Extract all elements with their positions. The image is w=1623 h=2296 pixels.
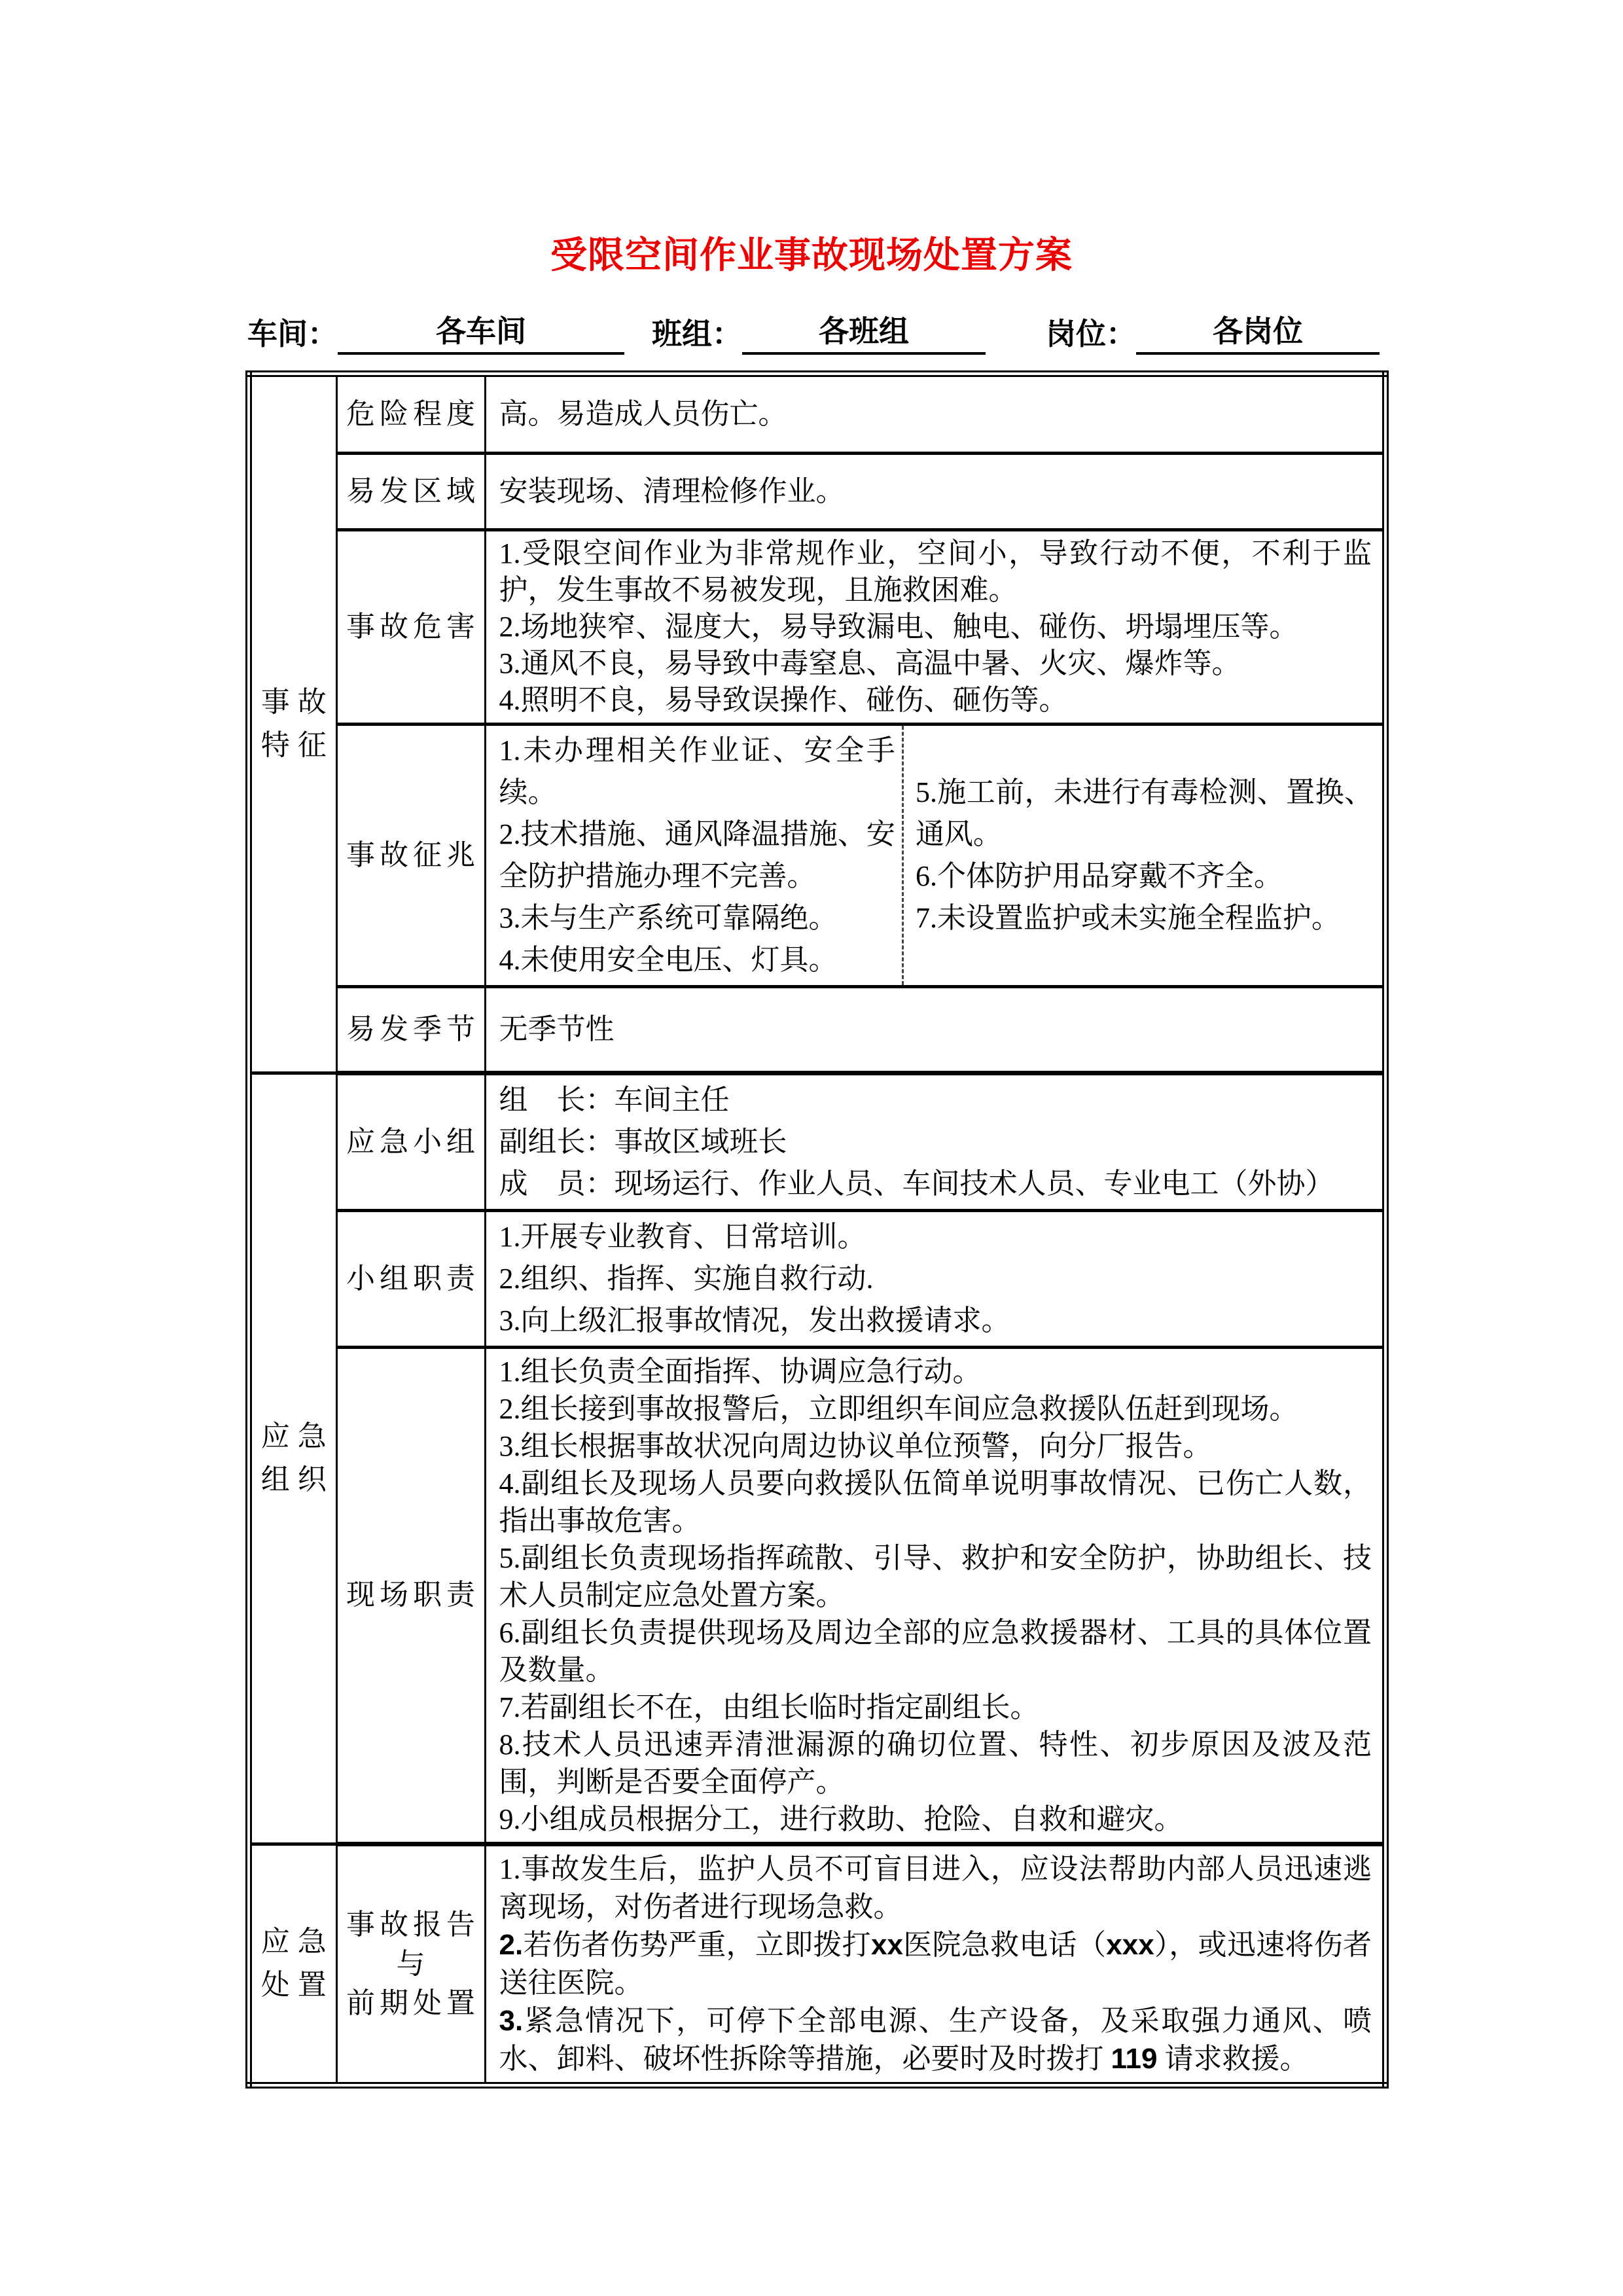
list-item: 2.技术措施、通风降温措施、安全防护措施办理不完善。 xyxy=(499,817,895,892)
text-line: 安装现场、清理检修作业。 xyxy=(499,475,845,507)
list-item: 7.未设置监护或未实施全程监护。 xyxy=(915,901,1340,934)
team-value: 各班组 xyxy=(742,312,986,355)
post-label: 岗位： xyxy=(1046,317,1136,351)
prone-season-content xyxy=(485,986,1385,1073)
row-accident-harm xyxy=(249,529,1385,724)
list-item: 6.副组长负责提供现场及周边全部的应急救援器材、工具的具体位置及数量。 xyxy=(499,1616,1372,1686)
accident-harm-content xyxy=(485,529,1385,724)
row-prone-area xyxy=(249,453,1385,529)
label-team-duties: 小组职责 xyxy=(336,1210,485,1347)
prone-area-content xyxy=(485,453,1385,529)
accident-signs-content xyxy=(485,724,1385,986)
list-item: 1.受限空间作业为非常规作业，空间小，导致行动不便，不利于监护，发生事故不易被发现，且施救困难。 xyxy=(499,537,1372,606)
row-danger-level xyxy=(249,374,1385,453)
list-item: 2.若伤者伤势严重，立即拨打xx医院急救电话（xxx），或迅速将伤者送往医院。 xyxy=(499,1928,1372,1999)
team-members-line: 成 员：现场运行、作业人员、车间技术人员、专业电工（外协） xyxy=(499,1167,1334,1200)
team-deputy-line: 副组长：事故区域班长 xyxy=(499,1125,787,1158)
team-label: 班组： xyxy=(652,317,742,351)
text-line: 无季节性 xyxy=(499,1013,615,1045)
list-item: 2.场地狭窄、湿度大，易导致漏电、触电、碰伤、坍塌埋压等。 xyxy=(499,610,1298,643)
workshop-value: 各车间 xyxy=(338,312,624,355)
list-item: 4.照明不良，易导致误操作、碰伤、砸伤等。 xyxy=(499,683,1068,716)
row-team-duties xyxy=(249,1210,1385,1347)
list-item: 3.通风不良，易导致中毒窒息、高温中暑、火灾、爆炸等。 xyxy=(499,647,1241,679)
section-label-emergency-disposal: 应急 处置 xyxy=(249,1844,336,2085)
label-report-disposal: 事故报告 与 前期处置 xyxy=(336,1844,485,2085)
page-title: 受限空间作业事故现场处置方案 xyxy=(550,236,1073,276)
label-accident-signs: 事故征兆 xyxy=(336,724,485,986)
list-item: 1.未办理相关作业证、安全手续。 xyxy=(499,734,895,808)
label-site-duties: 现场职责 xyxy=(336,1347,485,1844)
section-label-accident-features: 事故 特征 xyxy=(249,374,336,1073)
row-report-disposal xyxy=(249,1844,1385,2085)
list-item: 1.组长负责全面指挥、协调应急行动。 xyxy=(499,1355,982,1388)
list-item: 8.技术人员迅速弄清泄漏源的确切位置、特性、初步原因及波及范围，判断是否要全面停产。 xyxy=(499,1728,1372,1798)
main-table xyxy=(245,370,1389,2089)
signs-left-column xyxy=(486,726,902,985)
list-item: 4.未使用安全电压、灯具。 xyxy=(499,943,838,976)
label-emergency-team: 应急小组 xyxy=(336,1073,485,1210)
post-value: 各岗位 xyxy=(1136,312,1380,355)
list-item: 3.组长根据事故状况向周边协议单位预警，向分厂报告。 xyxy=(499,1429,1212,1462)
list-item: 1.开展专业教育、日常培训。 xyxy=(499,1220,866,1253)
list-item: 4.副组长及现场人员要向救援队伍简单说明事故情况、已伤亡人数，指出事故危害。 xyxy=(499,1467,1372,1537)
list-item: 3.向上级汇报事故情况，发出救援请求。 xyxy=(499,1304,1010,1336)
list-item: 5.施工前，未进行有毒检测、置换、通风。 xyxy=(915,776,1373,850)
report-disposal-content xyxy=(485,1844,1385,2085)
emergency-team-content xyxy=(485,1073,1385,1210)
field-team xyxy=(652,312,986,355)
label-danger-level: 危险程度 xyxy=(336,374,485,453)
list-item: 3.未与生产系统可靠隔绝。 xyxy=(499,901,838,934)
list-item: 1.事故发生后，监护人员不可盲目进入，应设法帮助内部人员迅速逃离现场，对伤者进行现场急救。 xyxy=(499,1852,1372,1923)
team-duties-content xyxy=(485,1210,1385,1347)
danger-level-content xyxy=(485,374,1385,453)
workshop-label: 车间： xyxy=(247,317,338,351)
team-leader-line: 组 长：车间主任 xyxy=(499,1083,730,1116)
signs-right-column xyxy=(902,726,1382,985)
label-prone-season: 易发季节 xyxy=(336,986,485,1073)
list-item: 5.副组长负责现场指挥疏散、引导、救护和安全防护，协助组长、技术人员制定应急处置方案。 xyxy=(499,1541,1372,1611)
list-item: 7.若副组长不在，由组长临时指定副组长。 xyxy=(499,1691,1039,1723)
field-post xyxy=(1046,312,1380,355)
list-item: 2.组织、指挥、实施自救行动. xyxy=(499,1262,874,1295)
list-item: 6.个体防护用品穿戴不齐全。 xyxy=(915,859,1283,892)
label-accident-harm: 事故危害 xyxy=(336,529,485,724)
list-item: 3.紧急情况下，可停下全部电源、生产设备，及采取强力通风、喷水、卸料、破坏性拆除等措施，必要时及时拨打 119 请求救援。 xyxy=(499,2004,1372,2075)
header-fields xyxy=(247,312,1382,355)
list-item: 9.小组成员根据分工，进行救助、抢险、自救和避灾。 xyxy=(499,1803,1183,1835)
text-line: 高。易造成人员伤亡。 xyxy=(499,398,787,431)
row-emergency-team xyxy=(249,1073,1385,1210)
list-item: 2.组长接到事故报警后，立即组织车间应急救援队伍赶到现场。 xyxy=(499,1392,1298,1425)
row-prone-season xyxy=(249,986,1385,1073)
field-workshop xyxy=(247,312,624,355)
label-prone-area: 易发区域 xyxy=(336,453,485,529)
section-label-emergency-organization: 应急 组织 xyxy=(249,1073,336,1844)
row-site-duties xyxy=(249,1347,1385,1844)
site-duties-content xyxy=(485,1347,1385,1844)
row-accident-signs xyxy=(249,724,1385,986)
